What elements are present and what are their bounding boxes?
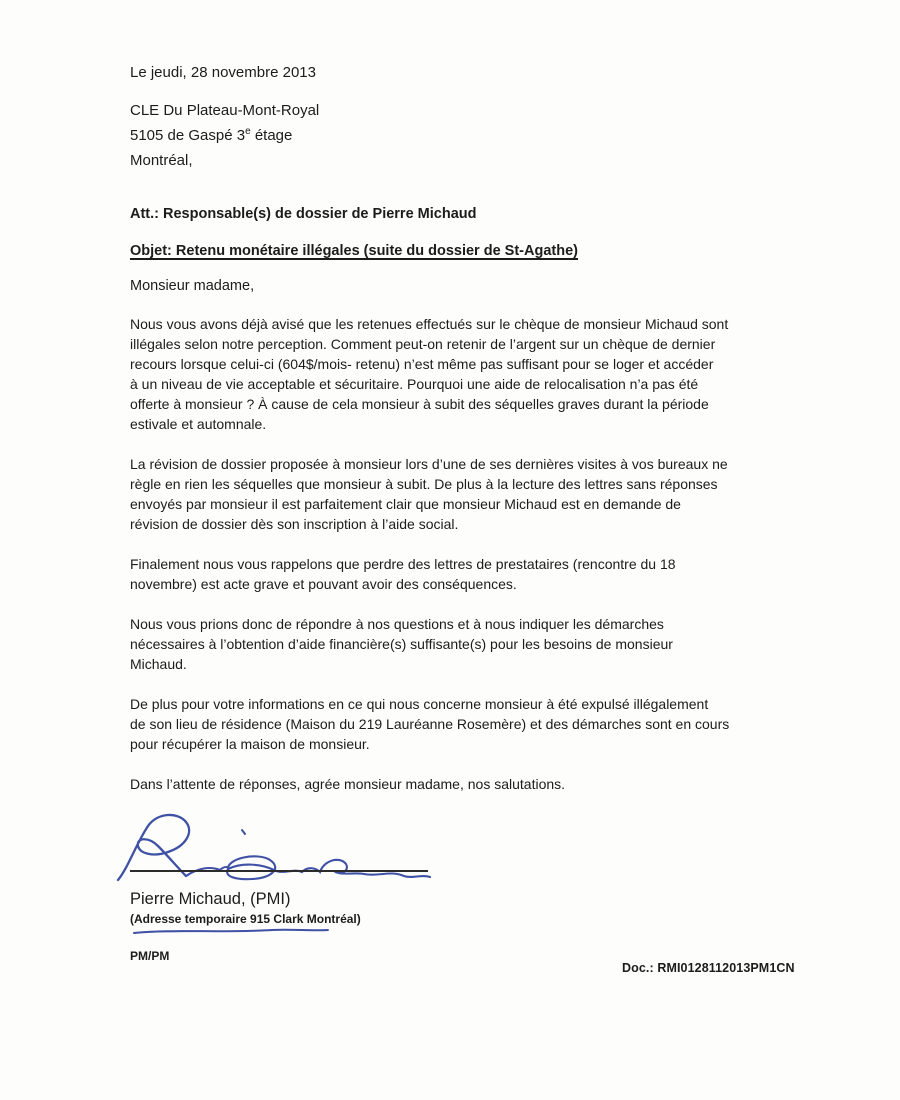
body-paragraph: La révision de dossier proposée à monsieur lors d’une de ses dernières visites à vos bureaux ne règle en rien les séquelles que monsieur à subit. De plus à la lecture des lettres sans réponses envoyés par monsieur il est parfaitement clair que monsieur Michaud est en demande de révision de dossier dès son inscription à l’aide social. <box>130 456 728 532</box>
attention-line: Att.: Responsable(s) de dossier de Pierre Michaud <box>130 206 477 222</box>
address-underline <box>132 927 330 935</box>
recipient-line-2 <box>130 123 780 148</box>
signature-rule <box>130 870 428 872</box>
signatory-name: Pierre Michaud, (PMI) <box>130 890 291 908</box>
date-line: Le jeudi, 28 novembre 2013 <box>130 64 316 81</box>
subject-line: Objet: Retenu monétaire illégales (suite du dossier de St-Agathe) <box>130 243 578 259</box>
body-paragraph: Nous vous prions donc de répondre à nos questions et à nous indiquer les démarches nécessaires à l’obtention d’aide financière(s) suffisante(s) pour les besoins de monsieur Michaud. <box>130 616 673 672</box>
recipient-block <box>130 98 780 173</box>
salutation: Monsieur madame, <box>130 278 255 294</box>
body-paragraph: Nous vous avons déjà avisé que les retenues effectués sur le chèque de monsieur Michaud sont illégales selon notre perception. Comment peut-on retenir de l’argent sur un chèque de dernier recours lorsque celui-ci (604$/mois- retenu) n’est même pas suffisant pour se loger et accéder à un niveau de vie acceptable et sécuritaire. Pourquoi une aide de relocalisation n’a pas été offerte à monsieur ? À cause de cela monsieur à subit des séquelles graves durant la période estivale et automnale. <box>130 316 729 432</box>
body-paragraph: Finalement nous vous rappelons que perdre des lettres de prestataires (rencontre du 18 novembre) est acte grave et pouvant avoir des conséquences. <box>130 556 676 592</box>
signatory-address: (Adresse temporaire 915 Clark Montréal) <box>130 912 361 926</box>
recipient-line-1: CLE Du Plateau-Mont-Royal <box>130 102 320 119</box>
body-paragraph: De plus pour votre informations en ce qui nous concerne monsieur à été expulsé illégalement de son lieu de résidence (Maison du 219 Lauréanne Rosemère) et des démarches sont en cours pour récupérer la maison de monsieur. <box>130 696 730 752</box>
typist-initials: PM/PM <box>130 949 170 963</box>
closing-line: Dans l’attente de réponses, agrée monsieur madame, nos salutations. <box>130 776 566 792</box>
recipient-line-2-pre: 5105 de Gaspé 3 <box>130 127 246 144</box>
recipient-line-2-post: étage <box>250 127 293 144</box>
doc-reference: Doc.: RMI0128112013PM1CN <box>622 961 795 975</box>
signature-area <box>130 808 780 888</box>
recipient-line-2-superscript: e <box>245 126 251 137</box>
recipient-line-3: Montréal, <box>130 152 193 169</box>
handwritten-signature <box>112 810 462 888</box>
